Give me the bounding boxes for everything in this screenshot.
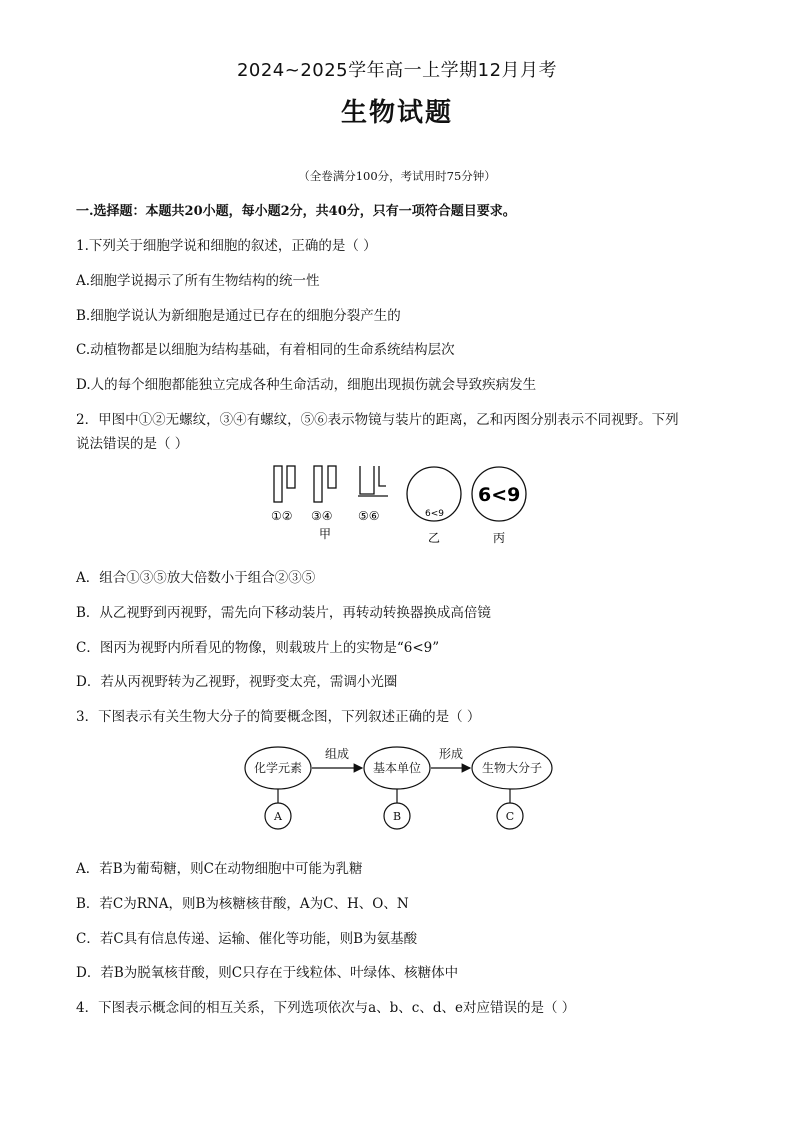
- q2-option-c: C．图丙为视野内所看见的物像，则载玻片上的实物是“6<9”: [76, 640, 440, 656]
- q1-stem: 1.下列关于细胞学说和细胞的叙述，正确的是（ ）: [76, 238, 377, 254]
- lens-2-shape: [287, 466, 295, 488]
- bing-view-text: 6<9: [478, 484, 521, 506]
- sub-a-label: A: [274, 810, 282, 823]
- edge-form-label: 形成: [438, 747, 464, 761]
- q1-option-d: D.人的每个细胞都能独立完成各种生命活动，细胞出现损伤就会导致疾病发生: [76, 377, 537, 393]
- subject-title: 生物试题: [340, 98, 453, 128]
- lens-1-shape: [274, 466, 282, 502]
- section-heading: 一.选择题：本题共20小题，每小题2分，共40分，只有一项符合题目要求。: [76, 204, 516, 219]
- q2-option-b: B．从乙视野到丙视野，需先向下移动装片，再转动转换器换成高倍镜: [76, 605, 491, 621]
- sub-b-label: B: [392, 810, 402, 823]
- jia-label-34: ③④: [311, 509, 333, 523]
- distance-6-shape: [379, 466, 386, 486]
- yi-caption: 乙: [428, 531, 441, 545]
- jia-label-12: ①②: [271, 509, 293, 523]
- jia-label-56: ⑤⑥: [358, 509, 380, 523]
- edge-compose-label: 组成: [324, 747, 350, 761]
- jia-caption: 甲: [319, 527, 332, 541]
- sub-c-label: C: [505, 810, 515, 823]
- q3-option-d: D．若B为脱氧核苷酸，则C只存在于线粒体、叶绿体、核糖体中: [76, 965, 459, 981]
- q2-option-a: A．组合①③⑤放大倍数小于组合②③⑤: [76, 570, 316, 586]
- node-units-label: 基本单位: [372, 761, 422, 775]
- distance-5-shape: [360, 466, 374, 494]
- q2-option-d: D．若从丙视野转为乙视野，视野变太亮，需调小光圈: [76, 674, 398, 690]
- q2-stem-line2: 说法错误的是（ ）: [76, 436, 189, 452]
- node-macro-label: 生物大分子: [481, 761, 543, 775]
- q3-option-b: B．若C为RNA，则B为核糖核苷酸，A为C、H、O、N: [76, 896, 409, 912]
- exam-note: （全卷满分100分，考试用时75分钟）: [298, 169, 496, 183]
- node-elements-label: 化学元素: [253, 761, 303, 775]
- q3-option-c: C．若C具有信息传递、运输、催化等功能，则B为氨基酸: [76, 931, 418, 947]
- exam-title: 2024~2025学年高一上学期12月月考: [236, 60, 558, 81]
- yi-view-text: 6<9: [425, 509, 444, 519]
- q1-option-c: C.动植物都是以细胞为结构基础，有着相同的生命系统结构层次: [76, 342, 455, 358]
- q1-option-b: B.细胞学说认为新细胞是通过已存在的细胞分裂产生的: [76, 308, 401, 324]
- q3-option-a: A．若B为葡萄糖，则C在动物细胞中可能为乳糖: [76, 861, 363, 877]
- q2-stem-line1: 2．甲图中①②无螺纹，③④有螺纹，⑤⑥表示物镜与装片的距离，乙和丙图分别表示不同视野。下列: [76, 412, 679, 428]
- lens-4-shape: [328, 466, 336, 488]
- concept-map: [240, 738, 560, 838]
- q3-stem: 3．下图表示有关生物大分子的简要概念图，下列叙述正确的是（ ）: [76, 709, 481, 725]
- q4-stem: 4．下图表示概念间的相互关系，下列选项依次与a、b、c、d、e对应错误的是（ ）: [76, 1000, 576, 1016]
- microscope-figure: [262, 458, 542, 548]
- q1-option-a: A.细胞学说揭示了所有生物结构的统一性: [76, 273, 320, 289]
- bing-caption: 丙: [493, 531, 506, 545]
- lens-3-shape: [314, 466, 322, 502]
